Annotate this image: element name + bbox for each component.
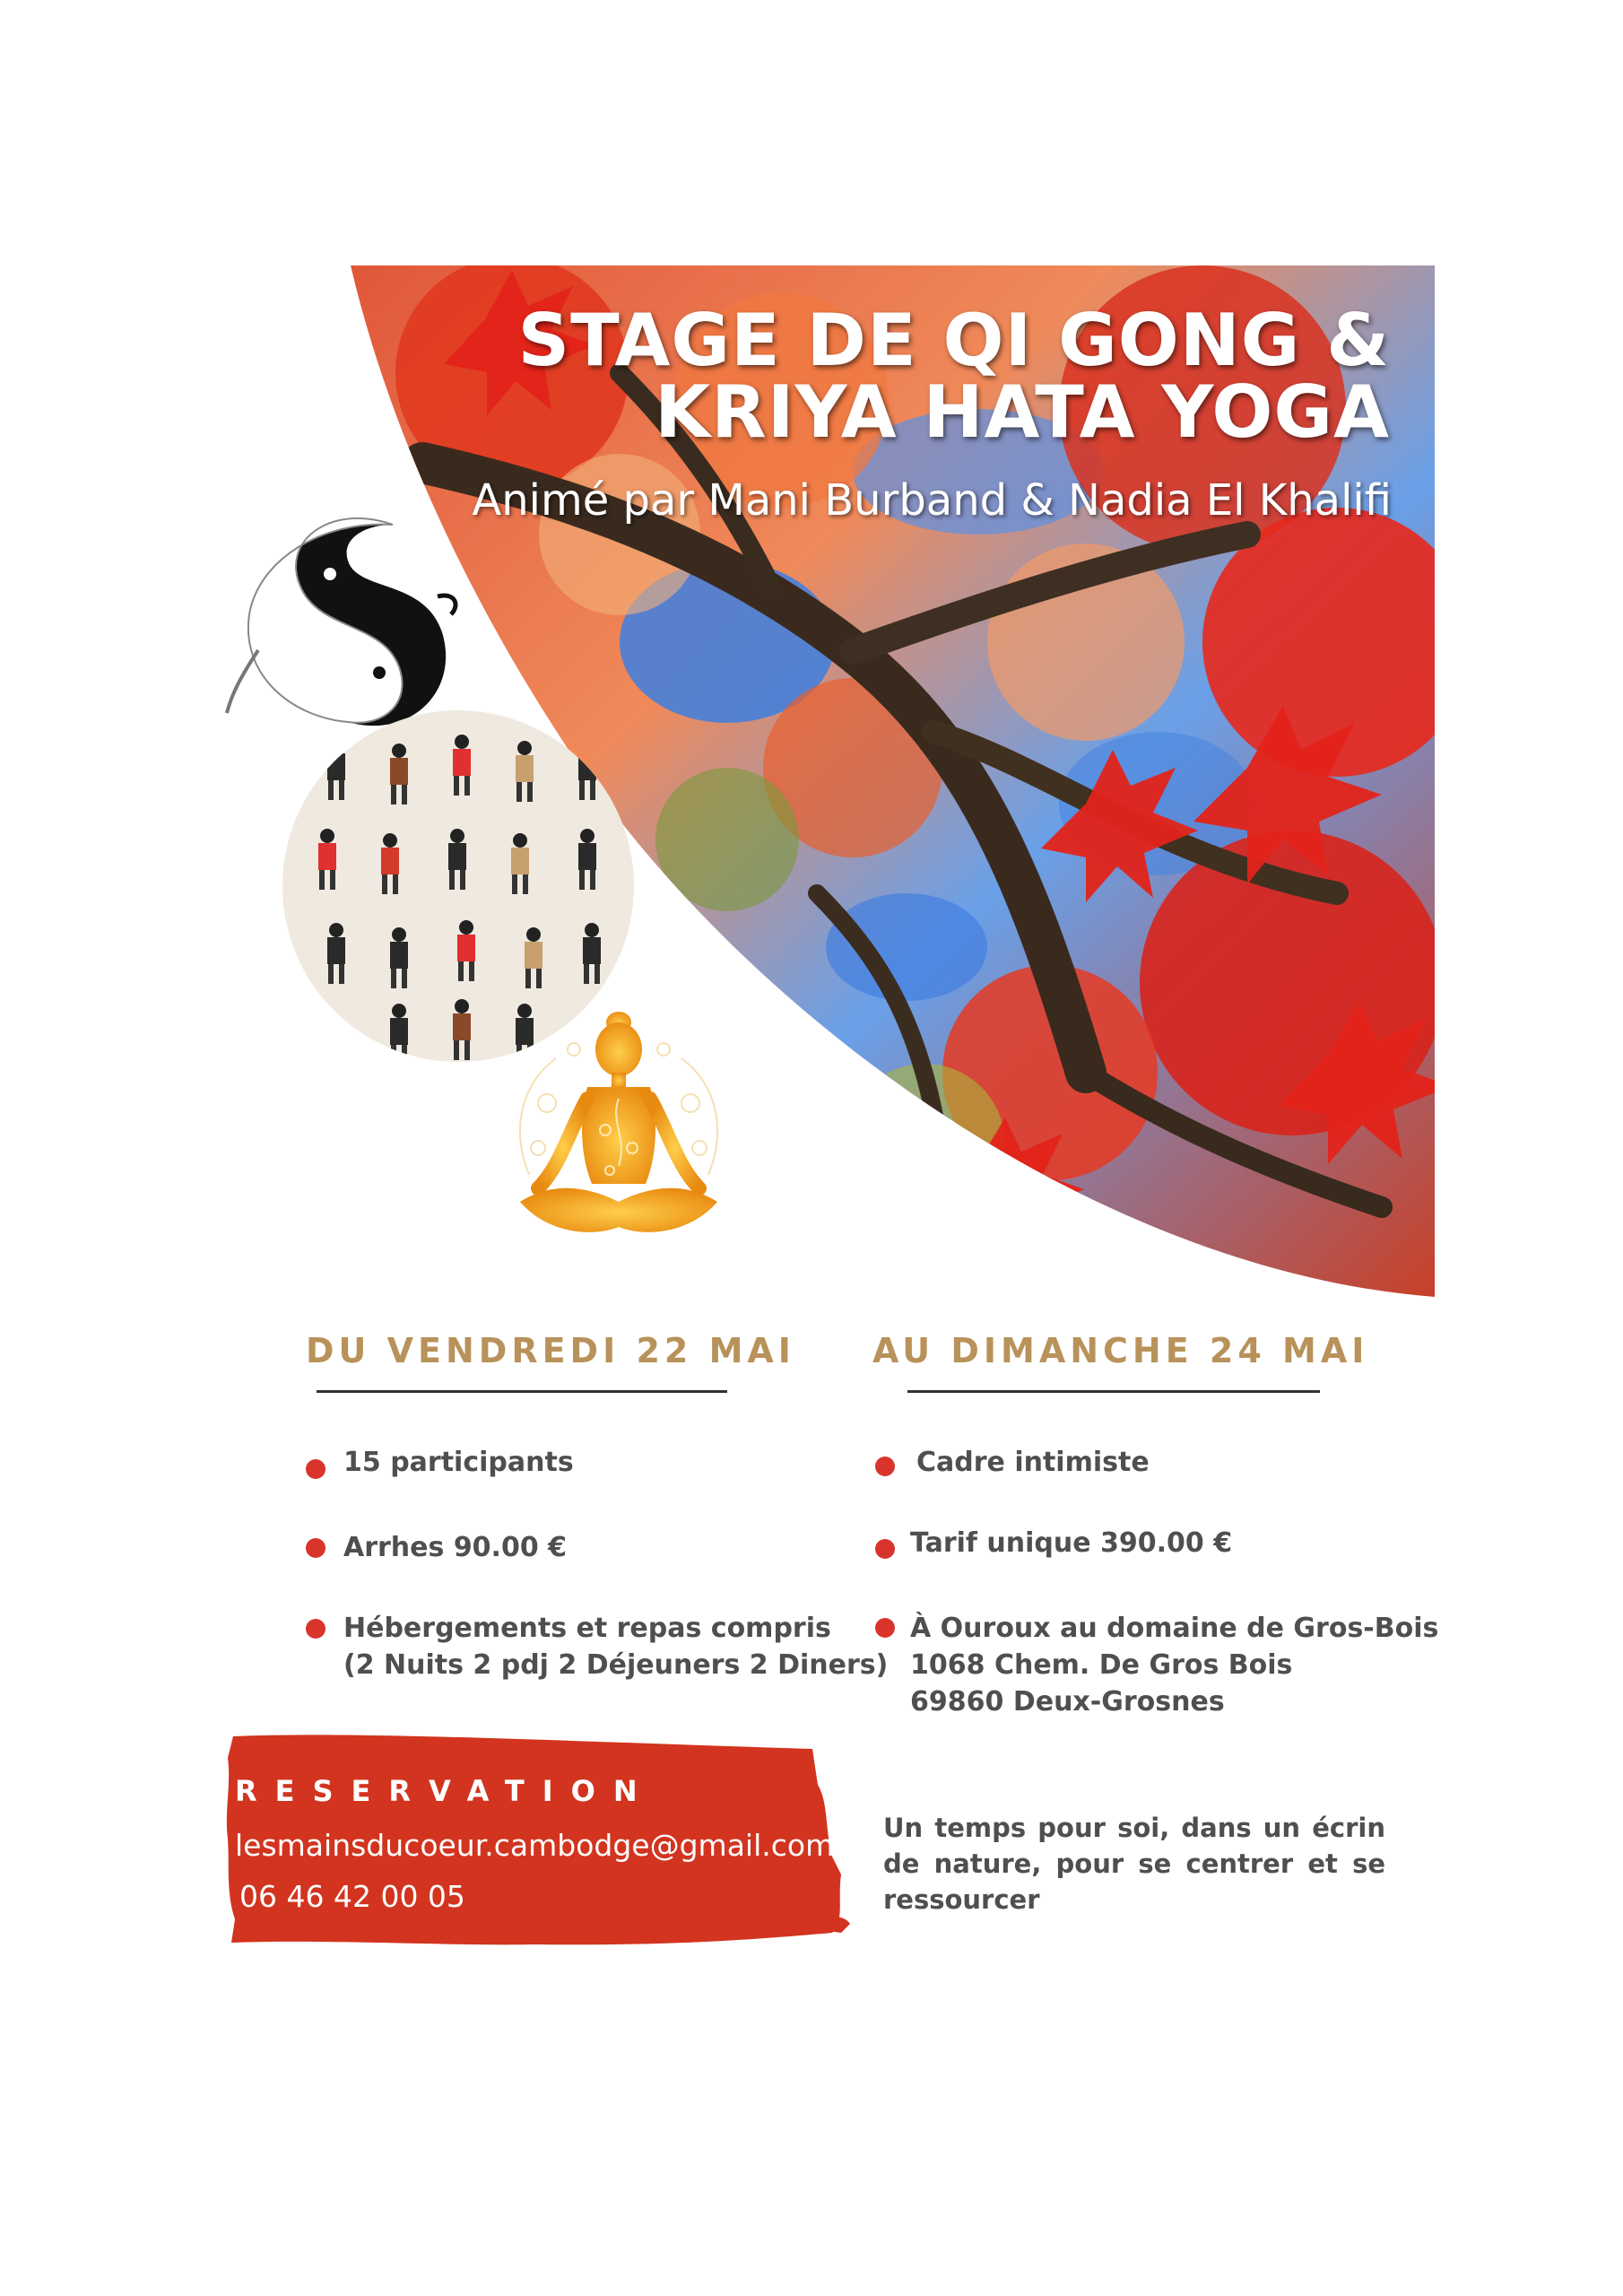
title-line-1: STAGE DE QI GONG & [517, 299, 1390, 382]
list-item-location: À Ouroux au domaine de Gros-Bois 1068 Chem. De Gros Bois 69860 Deux-Grosnes [910, 1613, 1439, 1718]
yin-yang-fish-icon [222, 507, 460, 740]
reservation-phone[interactable]: 06 46 42 00 05 [239, 1879, 465, 1914]
meditation-figure-icon [475, 987, 762, 1256]
bullet-dot [875, 1457, 895, 1476]
reservation-email[interactable]: lesmainsducoeur.cambodge@gmail.com [235, 1828, 835, 1863]
title-line-2: KRIYA HATA YOGA [655, 370, 1390, 454]
end-date: AU DIMANCHE 24 MAI [872, 1331, 1369, 1370]
bullet-dot [875, 1618, 895, 1638]
list-item-price: Tarif unique 390.00 € [910, 1527, 1233, 1559]
start-date-underline [317, 1390, 727, 1393]
list-item-setting: Cadre intimiste [916, 1447, 1150, 1478]
tagline: Un temps pour soi, dans un écrin de nature, pour se centrer et se ressourcer [883, 1813, 1385, 1915]
main-title [404, 299, 1390, 454]
start-date: DU VENDREDI 22 MAI [306, 1331, 795, 1370]
list-item-deposit: Arrhes 90.00 € [343, 1532, 568, 1563]
bullet-dot [306, 1619, 325, 1639]
bullet-dot [306, 1538, 325, 1558]
list-item-accommodation: Hébergements et repas compris (2 Nuits 2 pdj 2 Déjeuners 2 Diners) [343, 1613, 889, 1681]
reservation-heading: RESERVATION [235, 1774, 655, 1808]
bullet-dot [875, 1539, 895, 1559]
list-item-participants: 15 participants [343, 1447, 574, 1478]
bullet-dot [306, 1459, 325, 1479]
subtitle: Animé par Mani Burband & Nadia El Khalifi [472, 475, 1392, 526]
end-date-underline [907, 1390, 1320, 1393]
